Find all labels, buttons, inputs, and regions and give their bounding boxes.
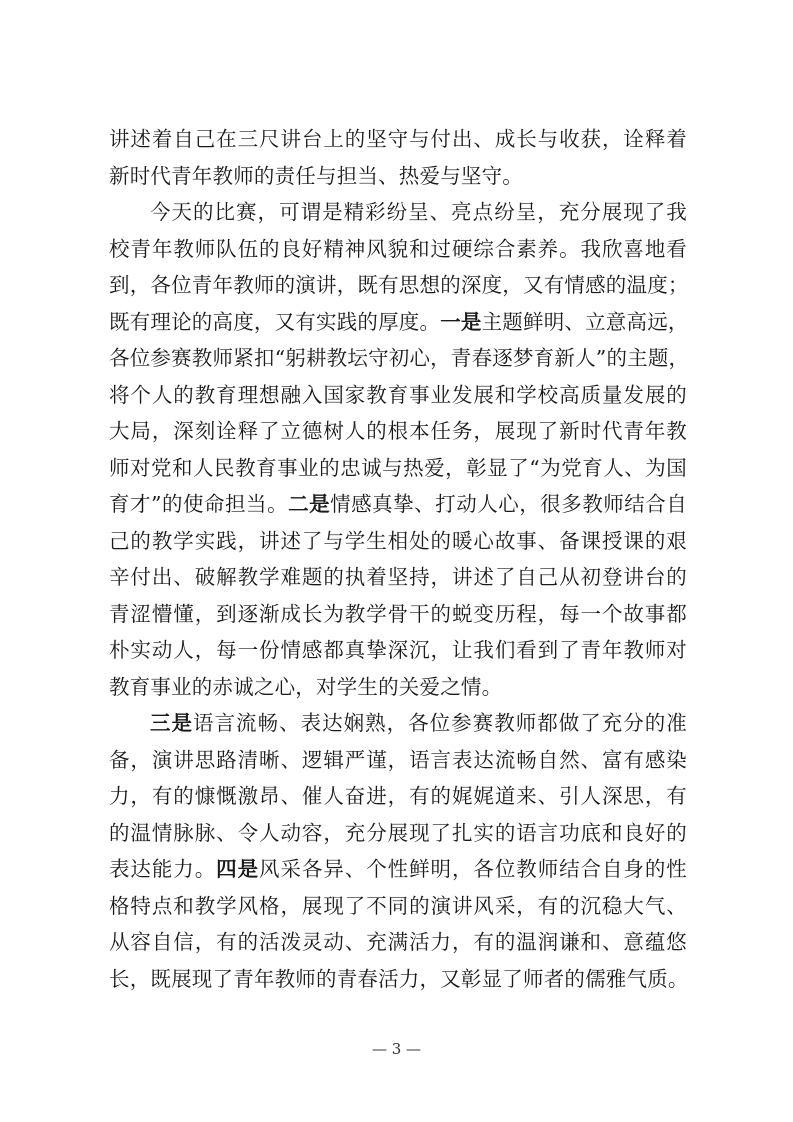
text-line: 教育事业的赤诚之心，对学生的关爱之情。	[109, 674, 503, 699]
text-line: 青涩懵懂，到逐渐成长为教学骨干的蜕变历程，每一个故事都	[109, 601, 687, 626]
emphasis-first: 一是	[440, 309, 482, 334]
text-line: 师对党和人民教育事业的忠诚与热爱，彰显了“为党育人、为国	[109, 455, 687, 480]
text-line: 将个人的教育理想融入国家教育事业发展和学校高质量发展的	[109, 382, 687, 407]
text-line: 从容自信，有的活泼灵动、充满活力，有的温润谦和、意蕴悠	[109, 930, 687, 954]
text-line: 己的教学实践，讲述了与学生相处的暖心故事、备课授课的艰	[109, 528, 687, 553]
text-line	[109, 705, 687, 742]
paragraph-1	[109, 121, 687, 194]
text-line: 朴实动人，每一份情感都真挚深沉，让我们看到了青年教师对	[109, 638, 687, 662]
text-line: 大局，深刻诠释了立德树人的根本任务，展现了新时代青年教	[109, 419, 687, 443]
paragraph-3	[109, 705, 687, 997]
paragraph-2	[109, 194, 690, 705]
text-line: 校青年教师队伍的良好精神风貌和过硬综合素养。我欣喜地看	[109, 236, 687, 261]
document-body	[109, 121, 690, 997]
text-line: 新时代青年教师的责任与担当、热爱与坚守。	[109, 163, 523, 188]
text-segment: 风采各异、个性鲜明，各位教师结合自身的性	[259, 857, 687, 881]
text-line: 到，各位青年教师的演讲，既有思想的深度，又有情感的温度；	[109, 273, 689, 297]
text-line: 的温情脉脉、令人动容，充分展现了扎实的语言功底和良好的	[109, 820, 687, 845]
text-segment: 主题鲜明、立意高远，	[481, 309, 689, 334]
text-segment: 语言流畅、表达娴熟，各位参赛教师都做了充分的准	[193, 711, 687, 735]
text-line	[109, 486, 687, 523]
emphasis-third: 三是	[150, 711, 194, 735]
text-line: 今天的比赛，可谓是精彩纷呈、亮点纷呈，充分展现了我	[150, 200, 687, 224]
text-line	[109, 304, 687, 341]
text-line: 讲述着自己在三尺讲台上的坚守与付出、成长与收获，诠释着	[109, 127, 687, 151]
emphasis-fourth: 四是	[216, 857, 260, 881]
page-number: — 3 —	[371, 1040, 422, 1058]
text-segment: 表达能力。	[109, 857, 217, 881]
text-line: 长，既展现了青年教师的青春活力，又彰显了师者的儒雅气质。	[109, 966, 689, 991]
emphasis-second: 二是	[288, 492, 331, 516]
text-line: 各位参赛教师紧扣“躬耕教坛守初心，青春逐梦育新人”的主题，	[109, 346, 690, 370]
text-line: 力，有的慷慨激昂、催人奋进，有的娓娓道来、引人深思，有	[109, 784, 687, 808]
text-segment: 情感真挚、打动人心，很多教师结合自	[330, 492, 688, 516]
text-line: 辛付出、破解教学难题的执着坚持，讲述了自己从初登讲台的	[109, 565, 687, 589]
text-line: 备，演讲思路清晰、逻辑严谨，语言表达流畅自然、富有感染	[109, 747, 687, 772]
text-segment: 既有理论的高度，又有实践的厚度。	[109, 309, 441, 334]
text-line	[109, 851, 687, 888]
text-segment: 育才”的使命担当。	[109, 492, 289, 516]
text-line: 格特点和教学风格，展现了不同的演讲风采，有的沉稳大气、	[109, 893, 687, 918]
